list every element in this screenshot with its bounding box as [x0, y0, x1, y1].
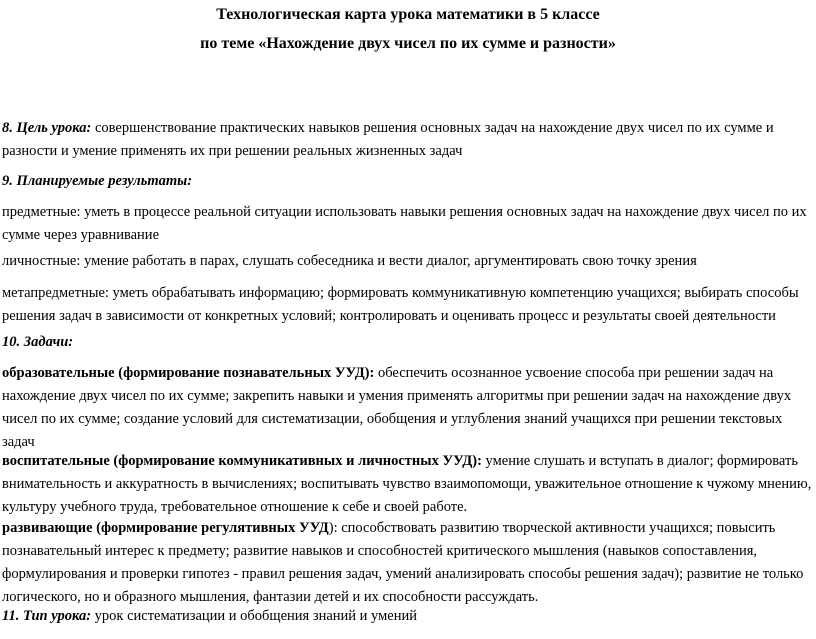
tasks-upbringing-text-3: культуру учебного труда, требовательное отношение к себе и своей работе. [2, 499, 468, 515]
tasks-upbringing-text-2: внимательность и аккуратность в вычислениях; воспитывать чувство взаимопомощи, уважительное отношение к чужому мнению, [2, 476, 812, 492]
tasks-upbringing-label: воспитательные (формирование коммуникативных и личностных УУД): [2, 453, 482, 469]
results-meta-text: метапредметные: уметь обрабатывать информацию; формировать коммуникативную компетенцию учащихся; выбирать способы [2, 285, 799, 301]
tasks-developing-text-4: логического, но и образного мышления, фантазии детей и их способности рассуждать. [2, 589, 539, 605]
tasks-educational-text-2: нахождение двух чисел по их сумме; закрепить навыки и умения применять алгоритмы при решении задач на нахождение двух [2, 388, 792, 404]
tasks-developing-paragraph [2, 517, 812, 609]
tasks-developing-text-2: познавательный интерес к предмету; развитие навыков и способностей критического мышления (навыков сопоставления, [2, 543, 758, 559]
tasks-educational-text-3: чисел по их сумме; создание условий для систематизации, обобщения и углубления знаний учащихся при решении текстовых [2, 411, 783, 427]
results-subject-text: предметные: уметь в процессе реальной ситуации использовать навыки решения основных задач на нахождение двух чисел по их [2, 204, 807, 220]
tasks-heading-paragraph [2, 331, 812, 354]
goal-paragraph [2, 117, 812, 163]
tasks-developing-label: развивающие (формирование регулятивных УУД [2, 520, 329, 536]
tasks-developing-text: ): способствовать развитию творческой активности учащихся; повысить [328, 520, 776, 536]
results-personal-paragraph [2, 250, 812, 273]
lesson-type-text: урок систематизации и обобщения знаний и умений [91, 608, 417, 624]
tasks-developing-text-3: формулирования и проверки гипотез - правил решения задач, умений анализировать способы решения задач); развитие не только [2, 566, 804, 582]
results-heading-paragraph [2, 170, 812, 193]
results-heading: 9. Планируемые результаты: [2, 173, 193, 189]
document-title-line1: Технологическая карта урока математики в 5 классе [216, 6, 600, 23]
tasks-heading: 10. Задачи: [2, 334, 74, 350]
goal-heading: 8. Цель урока: [2, 120, 92, 136]
document-title-line2: по теме «Нахождение двух чисел по их сумме и разности» [200, 35, 616, 52]
tasks-educational-text-4: задач [2, 434, 35, 450]
tasks-upbringing-paragraph [2, 450, 812, 519]
tasks-educational-text: обеспечить осознанное усвоение способа при решении задач на [374, 365, 774, 381]
results-subject-text-2: сумме через уравнивание [2, 227, 160, 243]
goal-text-2: разности и умение применять их при решении реальных жизненных задач [2, 143, 463, 159]
tasks-upbringing-text: умение слушать и вступать в диалог; формировать [481, 453, 798, 469]
tasks-educational-label: образовательные (формирование познавательных УУД): [2, 365, 375, 381]
tasks-educational-paragraph [2, 362, 812, 454]
results-personal-text: личностные: умение работать в парах, слушать собеседника и вести диалог, аргументировать свою точку зрения [2, 253, 697, 269]
results-subject-paragraph [2, 201, 812, 247]
results-meta-text-2: решения задач в зависимости от конкретных условий; контролировать и оценивать процесс и результаты своей деятельности [2, 308, 776, 324]
lesson-type-paragraph [2, 605, 812, 628]
results-meta-paragraph [2, 282, 812, 328]
goal-text: совершенствование практических навыков решения основных задач на нахождение двух чисел по их сумме и [91, 120, 774, 136]
lesson-type-heading: 11. Тип урока: [2, 608, 92, 624]
